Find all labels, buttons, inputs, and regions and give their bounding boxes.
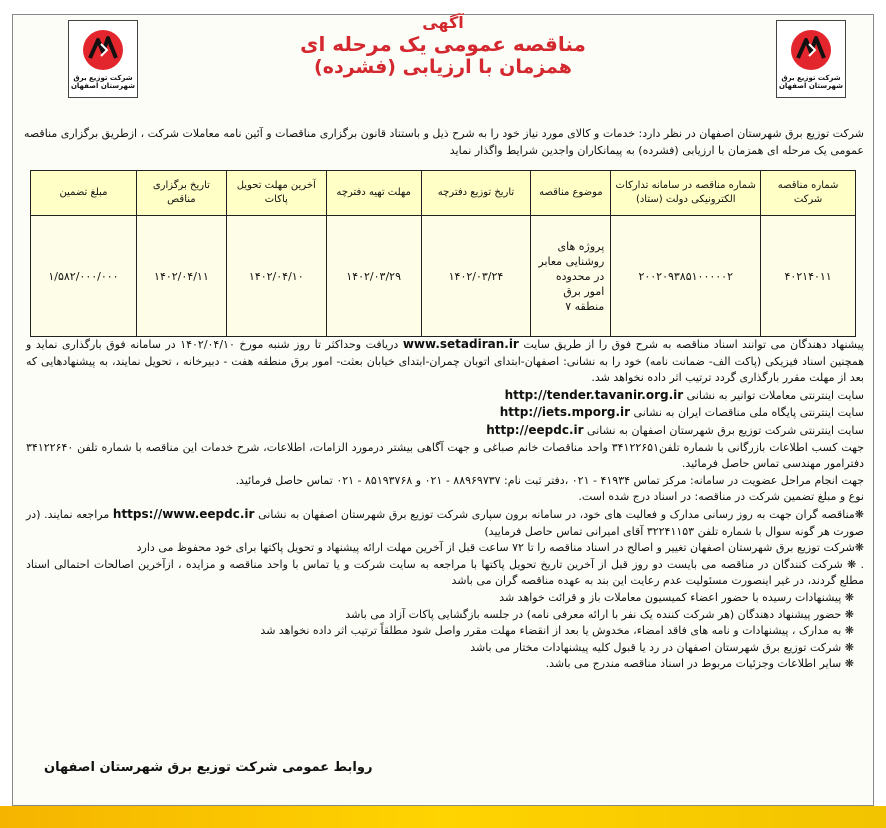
setadiran-link[interactable]: www.setadiran.ir bbox=[402, 337, 519, 351]
text: سایر اطلاعات وجزئیات مربوط در اسناد مناقصه مندرج می باشد. bbox=[545, 657, 842, 671]
site-line bbox=[26, 404, 864, 422]
power-company-logo-icon bbox=[789, 28, 833, 72]
table-header-cell: شماره مناقصه در سامانه تدارکات الکترونیکی دولت (ستاد) bbox=[611, 171, 761, 216]
table-header-cell: مهلت تهیه دفترچه bbox=[326, 171, 421, 216]
text: پیشنهاد دهندگان می توانند اسناد مناقصه به شرح فوق را از طریق سایت bbox=[523, 338, 864, 351]
intro-paragraph: شرکت توزیع برق شهرستان اصفهان در نظر دارد: خدمات و کالای مورد نیاز خود را به شرح ذیل و باستناد قانون برگزاری مناقصات و آئین نامه معاملات شرکت ، ازطریق برگزاری مناقصه عمومی یک مرحله ای همزمان با ارزیابی (فشرده) به پیمانکاران واجدین شرایط واگذار نماید bbox=[24, 127, 864, 157]
list-item: ❋ حضور پیشنهاد دهندگان (هر شرکت کننده یک نفر با ارائه معرفی نامه) در جلسه بازگشایی پاکات آزاد می باشد bbox=[345, 607, 854, 621]
site-label: سایت اینترنتی پایگاه ملی مناقصات ایران به نشانی bbox=[633, 406, 864, 420]
table-header-cell: مبلغ تضمین bbox=[31, 171, 137, 216]
text: شرکت کنندگان در مناقصه می بایست دو روز قبل از آخرین تاریخ تحویل پاکتها با مراجعه به سایت شرکت و یا تماس با واحد مناقصه و مزایده ، ازآخرین اصالحات احتمالی اسناد مطلع گردند، در غیر اینصورت مسئولیت عدم رعایت این بند به عهده مناقصه گران می باشد bbox=[26, 557, 864, 588]
site-label: سایت اینترنتی شرکت توزیع برق شهرستان اصفهان به نشانی bbox=[587, 423, 864, 437]
list-item: ❋ شرکت توزیع برق شهرستان اصفهان در رد یا قبول کلیه پیشنهادات مختار می باشد bbox=[470, 640, 854, 654]
table-row bbox=[31, 216, 856, 337]
logo-caption: شرکت توزیع برق شهرستان اصفهان bbox=[778, 73, 844, 90]
table-cell: ۱/۵۸۲/۰۰۰/۰۰۰ bbox=[31, 216, 137, 337]
contact-paragraph: جهت کسب اطلاعات بازرگانی با شماره تلفن۳۴۱۲۲۶۵۱ واحد مناقصات خانم صباغی و جهت آگاهی بیشتر درمورد الزامات، اطلاعات، شرح خدمات این مناقصه با شماره تلفن ۳۴۱۲۲۶۴۰ دفترامور مهندسی تماس حاصل فرمائید. bbox=[26, 440, 864, 471]
text: به مدارک ، پیشنهادات و نامه های فاقد امضاء، مخدوش یا بعد از انقضاء مهلت مقرر واصل شود مطلقاً ترتیب اثر داده نخواهد شد bbox=[260, 624, 842, 638]
table-header-row bbox=[31, 171, 856, 216]
power-company-logo-icon bbox=[81, 28, 125, 72]
heading-notice-label: آگهی bbox=[422, 13, 464, 32]
table-cell: ۱۴۰۲/۰۳/۲۹ bbox=[326, 216, 421, 337]
heading-subtitle: همزمان با ارزیابی (فشرده) bbox=[314, 56, 572, 78]
latest-changes-paragraph: . ❋ شرکت کنندگان در مناقصه می بایست دو روز قبل از آخرین تاریخ تحویل پاکتها با مراجعه به سایت شرکت و یا تماس با واحد مناقصه و مزایده ، ازآخرین اصالحات احتمالی اسناد مطلع گردند، در غیر اینصورت مسئولیت عدم رعایت این بند به عهده مناقصه گران می باشد bbox=[26, 557, 865, 588]
text: دریافت وحداکثر تا روز شنبه مورخ ۱۴۰۲/۰۴/۱۰ در سامانه فوق بارگذاری نماید و همچنین اسناد فیزیکی (پاکت الف- ضمانت نامه) خود را به نشانی: اصفهان-ابتدای اتوبان چمران-ابتدای خیابان بعثت- امور برق منطقه هفت - دبیرخانه ، تحویل نمایند، به پیشنهادهایی که بعد از مهلت مقرر بارگذاری گردد ترتیب اثر داده نخواهد شد. bbox=[26, 338, 864, 385]
iets-link[interactable]: http://iets.mporg.ir bbox=[499, 405, 631, 420]
submission-paragraph bbox=[26, 336, 864, 387]
eepdc-link[interactable]: http://eepdc.ir bbox=[486, 422, 584, 437]
text: مناقصه گران جهت به روز رسانی مدارک و فعالیت های خود، در سامانه برون سپاری شرکت توزیع برق شهرستان اصفهان به نشانی bbox=[258, 507, 855, 521]
amendment-paragraph: ❋شرکت توزیع برق شهرستان اصفهان تغییر و اصالح در اسناد مناقصه را تا ۷۲ ساعت قبل از آخرین مهلت ارائه پیشنهاد و تحویل پاکتها برای خود محفوظ می دارد bbox=[136, 541, 864, 555]
list-item: ❋ به مدارک ، پیشنهادات و نامه های فاقد امضاء، مخدوش یا بعد از انقضاء مهلت مقرر واصل شود مطلقاً ترتیب اثر داده نخواهد شد bbox=[260, 624, 854, 638]
signature: روابط عمومی شرکت توزیع برق شهرستان اصفهان bbox=[44, 760, 373, 775]
table-cell: ۱۴۰۲/۰۴/۱۰ bbox=[226, 216, 326, 337]
text: پیشنهادات رسیده با حضور اعضاء کمیسیون معاملات باز و قرائت خواهد شد bbox=[499, 590, 842, 604]
list-item: ❋ سایر اطلاعات وجزئیات مربوط در اسناد مناقصه مندرج می باشد. bbox=[545, 657, 854, 671]
site-label: سایت اینترنتی معاملات توانیر به نشانی bbox=[686, 388, 864, 402]
list-item: ❋ پیشنهادات رسیده با حضور اعضاء کمیسیون معاملات باز و قرائت خواهد شد bbox=[499, 590, 854, 604]
heading-title: مناقصه عمومی یک مرحله ای bbox=[300, 32, 586, 56]
tender-table bbox=[30, 170, 856, 337]
table-cell: ۴۰۲۱۴۰۱۱ bbox=[761, 216, 856, 337]
site-line bbox=[26, 422, 864, 440]
registration-paragraph: جهت انجام مراحل عضویت در سامانه: مرکز تماس ۴۱۹۳۴ - ۰۲۱ ،دفتر ثبت نام: ۸۸۹۶۹۷۳۷ - ۰۲۱ و ۸۵۱۹۳۷۶۸ - ۰۲۱ تماس حاصل فرمائید. bbox=[235, 473, 864, 487]
company-logo-right bbox=[776, 20, 846, 98]
notice-body bbox=[26, 336, 864, 673]
text: حضور پیشنهاد دهندگان (هر شرکت کننده یک نفر با ارائه معرفی نامه) در جلسه بازگشایی پاکات آزاد می باشد bbox=[345, 607, 842, 621]
outsourcing-paragraph: ❋مناقصه گران جهت به روز رسانی مدارک و فعالیت های خود، در سامانه برون سپاری شرکت توزیع برق شهرستان اصفهان به نشانی https://www.eepdc.ir مراجعه نمایند. (در صورت هر گونه سوال با شماره تلفن ۳۲۲۴۱۱۵۳ آقای امیرانی تماس حاصل فرمایید) bbox=[26, 506, 864, 538]
table-cell-subject: پروژه های روشنایی معابر در محدوده امور برق منطقه ۷ bbox=[531, 216, 611, 337]
site-line bbox=[26, 387, 864, 405]
text: شرکت توزیع برق شهرستان اصفهان در رد یا قبول کلیه پیشنهادات مختار می باشد bbox=[470, 640, 842, 654]
table-cell: ۱۴۰۲/۰۳/۲۴ bbox=[421, 216, 531, 337]
table-header-cell: موضوع مناقصه bbox=[531, 171, 611, 216]
table-header-cell: آخرین مهلت تحویل پاکات bbox=[226, 171, 326, 216]
tavanir-link[interactable]: http://tender.tavanir.org.ir bbox=[504, 387, 684, 402]
table-header-cell: شماره مناقصه شرکت bbox=[761, 171, 856, 216]
company-logo-left bbox=[68, 20, 138, 98]
text: مراجعه نمایند. (در صورت هر گونه سوال با شماره تلفن ۳۲۲۴۱۱۵۳ آقای امیرانی تماس حاصل فرمایید) bbox=[26, 507, 864, 538]
table-cell: ۱۴۰۲/۰۴/۱۱ bbox=[136, 216, 226, 337]
table-header-cell: تاریخ برگزاری مناقص bbox=[136, 171, 226, 216]
bottom-color-strip bbox=[0, 806, 886, 828]
table-header-cell: تاریخ توزیع دفترچه bbox=[421, 171, 531, 216]
text: شرکت توزیع برق شهرستان اصفهان تغییر و اصالح در اسناد مناقصه را تا ۷۲ ساعت قبل از آخرین مهلت ارائه پیشنهاد و تحویل پاکتها برای خود محفوظ می دارد bbox=[136, 541, 855, 555]
eepdc-www-link[interactable]: https://www.eepdc.ir bbox=[112, 506, 255, 521]
guarantee-paragraph: نوع و مبلغ تضمین شرکت در مناقصه: در اسناد درج شده است. bbox=[578, 490, 864, 504]
notice-heading bbox=[200, 14, 686, 79]
logo-caption: شرکت توزیع برق شهرستان اصفهان bbox=[70, 73, 136, 90]
table-cell: ۲۰۰۲۰۹۳۸۵۱۰۰۰۰۰۲ bbox=[611, 216, 761, 337]
